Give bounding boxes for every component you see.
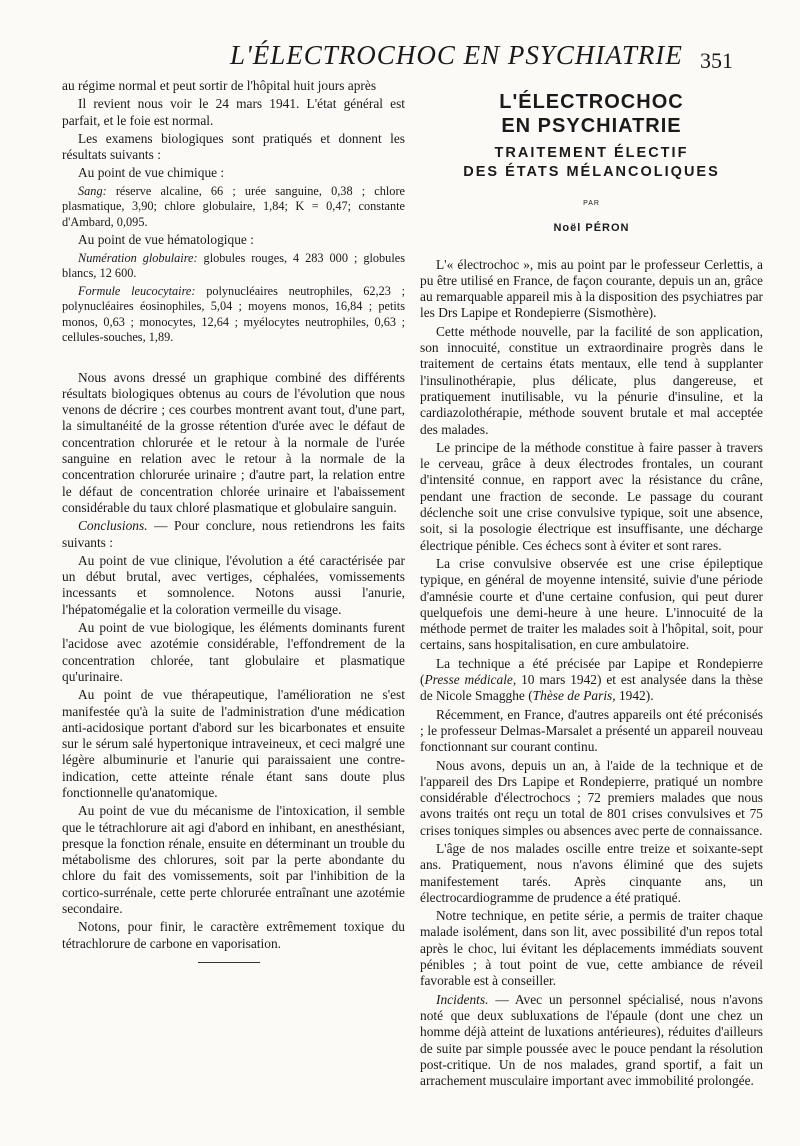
byline-par: PAR: [583, 200, 600, 207]
inline-text: La technique a été précisée par Lapipe et Rondepierre (: [420, 655, 763, 688]
paragraph: [420, 992, 763, 1090]
paragraph: Au point de vue thérapeutique, l'amélioration ne s'est manifestée qu'à la suite de l'administration d'une médication anti-acidosique portant d'abord sur les bicarbonates et ensuite sur le sérum salé hypertonique intraveineux, et ceci malgré une légère albuminurie et l'anurie qui paraissaient une contre-indication, cette atteinte rénale étant sans doute plus fonctionnelle qu'anatomique.: [62, 687, 405, 800]
paragraph: [62, 184, 405, 231]
paragraph: Récemment, en France, d'autres appareils ont été préconisés ; le professeur Delmas-Marsalet a présenté un appareil nouveau fonctionnant sur courant continu.: [420, 706, 763, 755]
inline-label: Conclusions.: [78, 518, 148, 534]
inline-text: — Avec un personnel spécialisé, nous n'avons noté que deux subluxations de l'épaule (dont une chez un homme déjà atteint de luxations antérieures), réduites d'ailleurs de suite par simple poussée avec le pouce pendant la résolution post-critique. Un de nos malades, grand sportif, a fait un arrachement musculaire important avec immobilité prolongée.: [420, 991, 763, 1089]
article-title: [420, 90, 763, 138]
citation: Thèse de Paris,: [532, 688, 616, 704]
left-column: [62, 78, 405, 954]
paragraph: Notons, pour finir, le caractère extrêmement toxique du tétrachlorure de carbone en vaporisation.: [62, 919, 405, 951]
paragraph: au régime normal et peut sortir de l'hôpital huit jours après: [62, 78, 377, 93]
subtitle-line: DES ÉTATS MÉLANCOLIQUES: [463, 164, 720, 180]
paragraph: Notre technique, en petite série, a permis de traiter chaque malade isolément, dans son lit, avec possibilité d'un repos total après le choc, lui évitant les déplacements immédiats souvent pénibles ; à tout point de vue, cette ambiance de réveil favorable est à conseiller.: [420, 908, 763, 989]
paragraph: Le principe de la méthode constitue à faire passer à travers le cerveau, grâce à deux électrodes frontales, un courant d'intensité connue, en rapport avec la résistance du crâne, pendant une fraction de seconde. Le passage du courant déclenche soit une crise convulsive typique, soit une absence, soit, si la posologie électrique est insuffisante, une décharge électrique pénible. Ces échecs sont à éviter et sont rares.: [420, 439, 763, 553]
paragraph: [62, 518, 405, 551]
paragraph: [62, 284, 405, 346]
paragraph: [62, 251, 405, 282]
article-subtitle: [420, 144, 763, 182]
title-line: L'ÉLECTROCHOC: [499, 91, 684, 113]
section-divider: [198, 962, 260, 963]
paragraph: L'« électrochoc », mis au point par le professeur Cerlettis, a pu être utilisé en France, de façon courante, depuis un an, grâce au remarquable appareil mis à la disposition des psychiatres par les Drs Lapipe et Rondepierre (Sismothère).: [420, 256, 763, 321]
running-title: L'ÉLECTROCHOC EN PSYCHIATRIE: [230, 40, 683, 70]
citation: Presse médicale,: [424, 672, 517, 688]
inline-label: Sang:: [78, 183, 107, 198]
inline-text: globules rouges, 4 283 000 ; globules blancs, 12 600.: [62, 250, 405, 281]
paragraph: Au point de vue du mécanisme de l'intoxication, il semble que le tétrachlorure ait agi d'abord en inhibant, en anesthésiant, presque la fonction rénale, ensuite en déterminant un trouble du métabolisme des chlorures, soit par la perte abondante du chlore du fait des vomissements, soit par l'inhibition de la cortico-surrénale, cette perte chlorurée entraînant une azotémie secondaire.: [62, 803, 405, 917]
inline-text: réserve alcaline, 66 ; urée sanguine, 0,38 ; chlore plasmatique, 3,90; chlore globulaire, 1,84; K = 0,47; constante d'Ambard, 0,095.: [62, 183, 405, 229]
inline-text: 1942).: [615, 688, 654, 704]
inline-label: Formule leucocytaire:: [78, 283, 196, 298]
page-number: 351: [700, 48, 733, 73]
right-column: [420, 90, 763, 1091]
paragraph: La crise convulsive observée est une crise épileptique typique, en général de moyenne intensité, suivie d'une période d'amnésie courte et d'une certaine confusion, qui peut durer quelquefois une demi-heure à une heure. L'innocuité de la méthode permet de traiter les malades soit à l'hôpital, soit, pour certains, sans hospitalisation, en cure ambulatoire.: [420, 555, 763, 653]
inline-label: Numération globulaire:: [78, 250, 198, 265]
paragraph: Les examens biologiques sont pratiqués et donnent les résultats suivants :: [62, 130, 405, 163]
paragraph: Au point de vue biologique, les éléments dominants furent l'acidose avec azotémie considérable, l'effondrement de la concentration chlorée, tant globulaire et plasmatique qu'urinaire.: [62, 620, 405, 684]
paragraph: Au point de vue clinique, l'évolution a été caractérisée par un début brutal, avec vertiges, céphalées, vomissements incessants et somnolence. Notons aussi l'anurie, l'hépatomégalie et la coloration vermeille du visage.: [62, 552, 405, 617]
paragraph: [420, 656, 763, 705]
title-line: EN PSYCHIATRIE: [501, 115, 682, 137]
inline-text: — Pour conclure, nous retiendrons les faits suivants :: [62, 518, 405, 550]
inline-text: 10 mars 1942) et est analysée dans la thèse de Nicole Smagghe (: [420, 672, 763, 704]
paragraph: L'âge de nos malades oscille entre treize et soixante-sept ans. Pratiquement, nous n'avons éliminé que des sujets manifestement tarés. Après cinquante ans, un électrocardiogramme de prudence a été pratiqué.: [420, 840, 763, 905]
paragraph: Au point de vue hématologique :: [78, 232, 254, 248]
paragraph: Cette méthode nouvelle, par la facilité de son application, son innocuité, constitue un extraordinaire progrès dans le traitement de certains états mentaux, elle tend à supplanter l'insulinothérapie, plus délicate, plus dangereuse, et pratiquement inutilisable, vu la pénurie d'insuline, et la cardiazolothérapie, méthode souvent brutale et mal acceptée des malades.: [420, 323, 763, 437]
paragraph: Nous avons dressé un graphique combiné des différents résultats biologiques obtenus au cours de l'évolution que nous venons de décrire ; ces courbes montrent avant tout, d'une part, la simultanéité de la grosse rétention d'urée avec le défaut de concentration chlorurée et le retour à la normale de l'urée sanguine en relation avec le retour à la normale de la concentration chlorurée urinaire ; d'autre part, la relation entre le défaut de concentration chlorée urinaire et l'abaissement considérable du taux chloré plasmatique et globulaire sanguin.: [62, 369, 405, 515]
paragraph: Il revient nous voir le 24 mars 1941. L'état général est parfait, et le foie est normal.: [62, 96, 405, 128]
subtitle-line: TRAITEMENT ÉLECTIF: [494, 145, 689, 161]
author-name: Noël PÉRON: [553, 222, 630, 235]
inline-text: polynucléaires neutrophiles, 62,23 ; polynucléaires éosinophiles, 5,04 ; moyens monos, 16,84 ; petits monos, 0,63 ; monocytes, 12,64 ; myélocytes neutrophiles, 0,63 ; cellules-souches, 1,89.: [62, 283, 405, 345]
paragraph: Nous avons, depuis un an, à l'aide de la technique et de l'appareil des Drs Lapipe et Rondepierre, pratiqué un nombre considérable d'électrochocs ; 72 premiers malades que nous avons traités ont reçu un total de 801 crises convulsives et 75 crises toniques simples ou absences avec perte de connaissance.: [420, 757, 763, 838]
paragraph: Au point de vue chimique :: [78, 165, 225, 181]
inline-label: Incidents.: [436, 991, 489, 1007]
